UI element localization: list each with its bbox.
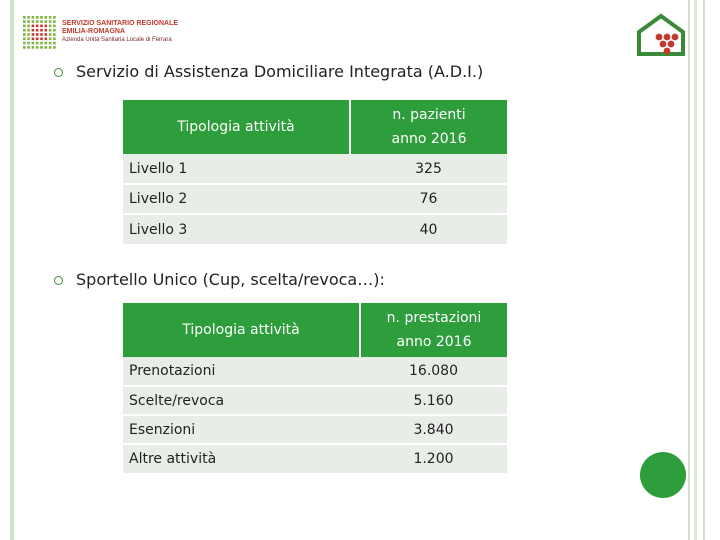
header-tipologia: Tipologia attività [123, 100, 350, 154]
green-circle-decoration [640, 452, 686, 498]
logo-dot [49, 46, 52, 49]
section-title-sportello: Sportello Unico (Cup, scelta/revoca…): [76, 270, 385, 289]
logo-dot [45, 25, 48, 28]
logo-dot [32, 20, 35, 23]
logo-dot [40, 42, 43, 45]
logo-dot [23, 33, 26, 36]
header-n-pazienti-line1: n. pazienti [392, 107, 466, 123]
logo-dot [27, 16, 30, 19]
row-value: 5.160 [360, 386, 507, 415]
right-frame-stripe [703, 0, 705, 540]
logo-dot [27, 20, 30, 23]
table-row [123, 386, 507, 415]
logo-dot [32, 29, 35, 32]
logo-dot [49, 33, 52, 36]
table-adi [123, 100, 507, 244]
logo-dot [36, 33, 39, 36]
header-n-prestazioni-line2: anno 2016 [396, 334, 472, 350]
logo-dot [32, 42, 35, 45]
logo-dot [45, 29, 48, 32]
row-value: 16.080 [360, 357, 507, 386]
table-row [123, 154, 507, 184]
logo-dot [40, 46, 43, 49]
logo-dot [32, 46, 35, 49]
row-label: Livello 2 [123, 184, 350, 214]
logo-line-2: EMILIA-ROMAGNA [62, 28, 125, 35]
logo-dot [45, 20, 48, 23]
logo [22, 15, 179, 55]
row-label: Esenzioni [123, 415, 360, 444]
logo-dot [36, 42, 39, 45]
logo-dot [40, 20, 43, 23]
logo-dot [53, 33, 56, 36]
logo-dot [40, 33, 43, 36]
logo-dot [27, 29, 30, 32]
header-n-prestazioni-line1: n. prestazioni [386, 310, 482, 326]
logo-dot [53, 38, 56, 41]
logo-dot [32, 25, 35, 28]
row-label: Prenotazioni [123, 357, 360, 386]
logo-dot [27, 38, 30, 41]
row-value: 40 [350, 214, 507, 244]
logo-dot [53, 20, 56, 23]
logo-dot [49, 16, 52, 19]
logo-dot [40, 16, 43, 19]
logo-dot [23, 20, 26, 23]
logo-line-1: SERVIZIO SANITARIO REGIONALE [62, 20, 179, 27]
logo-dot [53, 25, 56, 28]
logo-dot [32, 16, 35, 19]
logo-dot [36, 46, 39, 49]
logo-dot [49, 29, 52, 32]
logo-grid-icon [22, 15, 58, 51]
row-value: 3.840 [360, 415, 507, 444]
section-title-adi: Servizio di Assistenza Domiciliare Integrata (A.D.I.) [76, 62, 484, 81]
logo-text [62, 20, 222, 44]
header-n-prestazioni [360, 303, 507, 357]
row-value: 76 [350, 184, 507, 214]
logo-dot [23, 42, 26, 45]
logo-dot [32, 38, 35, 41]
logo-dot [27, 46, 30, 49]
house-icon [636, 12, 686, 58]
logo-dot [32, 33, 35, 36]
table-row [123, 415, 507, 444]
logo-dot [53, 29, 56, 32]
header-n-pazienti-line2: anno 2016 [391, 131, 467, 147]
logo-dot [27, 33, 30, 36]
header-n-pazienti [350, 100, 507, 154]
table-sportello [123, 303, 507, 473]
logo-dot [45, 38, 48, 41]
logo-dot [53, 16, 56, 19]
row-value: 1.200 [360, 444, 507, 473]
right-frame-stripe [688, 0, 690, 540]
table-row [123, 357, 507, 386]
logo-dot [45, 16, 48, 19]
row-value: 325 [350, 154, 507, 184]
row-label: Altre attività [123, 444, 360, 473]
table-row [123, 214, 507, 244]
left-frame-stripe [10, 0, 14, 540]
logo-dot [40, 29, 43, 32]
logo-dot [36, 38, 39, 41]
logo-dot [53, 42, 56, 45]
logo-dot [23, 25, 26, 28]
row-label: Livello 3 [123, 214, 350, 244]
logo-dot [49, 20, 52, 23]
header-tipologia: Tipologia attività [123, 303, 360, 357]
logo-dot [40, 25, 43, 28]
bullet-icon [54, 276, 63, 285]
logo-dot [27, 25, 30, 28]
logo-dot [36, 16, 39, 19]
logo-dot [23, 38, 26, 41]
logo-dot [45, 42, 48, 45]
table-row [123, 444, 507, 473]
logo-dot [23, 29, 26, 32]
logo-dot [36, 29, 39, 32]
table-row [123, 184, 507, 214]
logo-dot [45, 46, 48, 49]
logo-dot [45, 33, 48, 36]
logo-dot [27, 42, 30, 45]
row-label: Scelte/revoca [123, 386, 360, 415]
logo-dot [36, 25, 39, 28]
logo-dot [49, 42, 52, 45]
right-frame-stripe [694, 0, 697, 540]
logo-dot [53, 46, 56, 49]
logo-dot [40, 38, 43, 41]
logo-dot [23, 46, 26, 49]
row-label: Livello 1 [123, 154, 350, 184]
logo-dot [36, 20, 39, 23]
bullet-icon [54, 68, 63, 77]
logo-dot [23, 16, 26, 19]
logo-line-3: Azienda Unità Sanitaria Locale di Ferrara [62, 37, 172, 43]
logo-dot [49, 25, 52, 28]
logo-dot [49, 38, 52, 41]
